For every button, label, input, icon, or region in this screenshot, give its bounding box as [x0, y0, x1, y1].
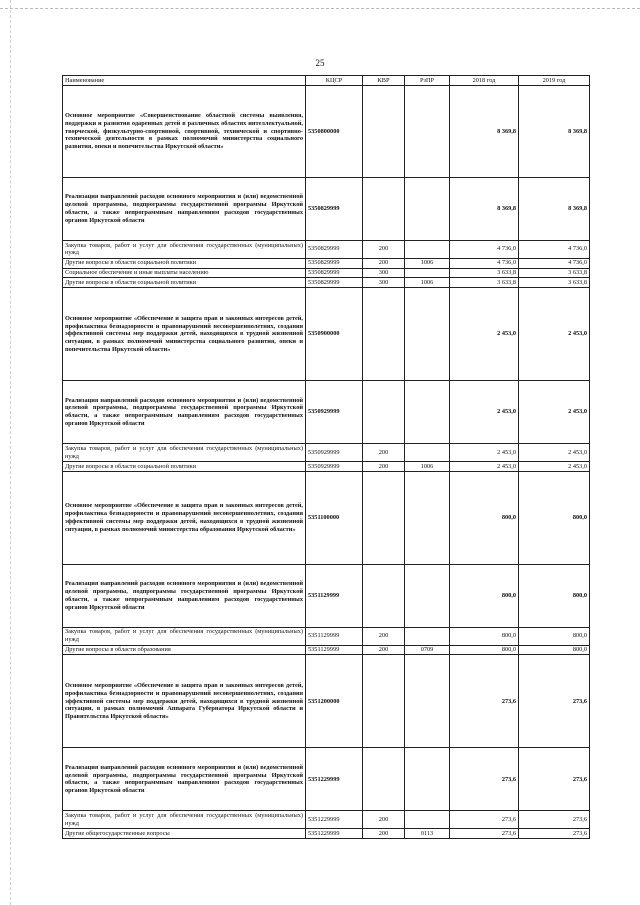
cell-kvr [363, 178, 405, 241]
table-row [63, 258, 590, 268]
cell-name: Другие вопросы в области социальной политики [63, 278, 306, 288]
cell-rzpr [405, 748, 450, 811]
table-row [63, 268, 590, 278]
cell-kcsr: 5350829999 [306, 258, 363, 268]
cell-2018: 4 736,0 [450, 241, 519, 259]
cell-name: Закупка товаров, работ и услуг для обеспечения государственных (муниципальных) нужд [63, 627, 306, 645]
cell-rzpr [405, 268, 450, 278]
cell-2019: 3 633,8 [519, 268, 590, 278]
cell-name: Другие общегосударственные вопросы [63, 829, 306, 839]
cell-kcsr: 5350929999 [306, 462, 363, 472]
cell-2019: 273,6 [519, 655, 590, 748]
cell-2019: 4 736,0 [519, 258, 590, 268]
table-row [63, 444, 590, 462]
cell-kvr [363, 748, 405, 811]
header-kcsr: КЦСР [306, 76, 363, 86]
cell-kvr: 200 [363, 627, 405, 645]
cell-kcsr: 5351100000 [306, 471, 363, 564]
table-row [63, 288, 590, 381]
cell-2018: 800,0 [450, 564, 519, 627]
cell-kcsr: 5350829999 [306, 268, 363, 278]
cell-2019: 800,0 [519, 627, 590, 645]
cell-2018: 2 453,0 [450, 444, 519, 462]
cell-2019: 273,6 [519, 748, 590, 811]
cell-2019: 2 453,0 [519, 288, 590, 381]
cell-2019: 800,0 [519, 564, 590, 627]
table-header-row [63, 76, 590, 86]
cell-2019: 8 369,8 [519, 178, 590, 241]
header-rzpr: РзПР [405, 76, 450, 86]
cell-kcsr: 5351229999 [306, 811, 363, 829]
cell-2019: 8 369,8 [519, 86, 590, 178]
cell-2018: 2 453,0 [450, 288, 519, 381]
cell-rzpr [405, 381, 450, 444]
table-row [63, 381, 590, 444]
scan-top-edge [0, 8, 640, 9]
cell-kcsr: 5350800000 [306, 86, 363, 178]
cell-name: Основное мероприятие «Обеспечение и защита прав и законных интересов детей, профилактика безнадзорности и правонарушений несовершеннолетних, создания эффективной системы мер поддержки детей, находящихся в трудной жизненной ситуации, в рамках полномочий министерства образования Иркутской области» [63, 471, 306, 564]
table-row [63, 627, 590, 645]
table-row [63, 241, 590, 259]
header-2019: 2019 год [519, 76, 590, 86]
page-number: 25 [315, 58, 325, 68]
budget-table [62, 75, 590, 839]
cell-kvr: 300 [363, 268, 405, 278]
cell-rzpr [405, 564, 450, 627]
cell-rzpr [405, 811, 450, 829]
cell-kcsr: 5351129999 [306, 627, 363, 645]
cell-rzpr [405, 655, 450, 748]
table-row [63, 645, 590, 655]
cell-name: Основное мероприятие «Совершенствование областной системы выявления, поддержки и развития одаренных детей в различных областях интеллектуальной, творческой, физкультурно-спортивной, спортивной, технической и спортивно-технической деятельности в рамках полномочий министерства социального развития, опеки и попечительства Иркутской области» [63, 86, 306, 178]
cell-kcsr: 5351129999 [306, 645, 363, 655]
cell-2018: 800,0 [450, 645, 519, 655]
cell-kvr: 200 [363, 241, 405, 259]
cell-name: Закупка товаров, работ и услуг для обеспечения государственных (муниципальных) нужд [63, 811, 306, 829]
cell-kcsr: 5351229999 [306, 829, 363, 839]
cell-2019: 2 453,0 [519, 444, 590, 462]
cell-kcsr: 5350929999 [306, 444, 363, 462]
cell-name: Другие вопросы в области образования [63, 645, 306, 655]
cell-kcsr: 5351200000 [306, 655, 363, 748]
cell-kvr [363, 471, 405, 564]
cell-kvr: 200 [363, 444, 405, 462]
cell-2018: 800,0 [450, 627, 519, 645]
cell-2018: 2 453,0 [450, 381, 519, 444]
cell-2019: 273,6 [519, 811, 590, 829]
cell-2018: 273,6 [450, 748, 519, 811]
cell-rzpr: 1006 [405, 278, 450, 288]
table-row [63, 86, 590, 178]
cell-kcsr: 5350829999 [306, 241, 363, 259]
cell-kcsr: 5350829999 [306, 178, 363, 241]
table-body [63, 86, 590, 839]
cell-rzpr [405, 86, 450, 178]
cell-2018: 8 369,8 [450, 86, 519, 178]
cell-kvr: 200 [363, 811, 405, 829]
cell-rzpr: 1006 [405, 462, 450, 472]
cell-name: Реализация направлений расходов основного мероприятия и (или) ведомственной целевой программы, подпрограммы государственной программы Иркутской области, а также непрограммным направлениям расходов государственных органов Иркутской области [63, 178, 306, 241]
cell-rzpr [405, 471, 450, 564]
header-2018: 2018 год [450, 76, 519, 86]
cell-2018: 273,6 [450, 811, 519, 829]
cell-kvr [363, 288, 405, 381]
cell-kvr [363, 381, 405, 444]
cell-kvr [363, 564, 405, 627]
cell-name: Основное мероприятие «Обеспечение и защита прав и законных интересов детей, профилактика безнадзорности и правонарушений несовершеннолетних, создания эффективной системы мер поддержки детей, находящихся в трудной жизненной ситуации, в рамках полномочий министерства социального развития, опеки и попечительства Иркутской области» [63, 288, 306, 381]
cell-rzpr [405, 627, 450, 645]
cell-kcsr: 5351229999 [306, 748, 363, 811]
cell-2019: 800,0 [519, 645, 590, 655]
cell-rzpr: 0709 [405, 645, 450, 655]
cell-2019: 2 453,0 [519, 381, 590, 444]
cell-rzpr [405, 178, 450, 241]
cell-2019: 3 633,8 [519, 278, 590, 288]
header-kvr: КВР [363, 76, 405, 86]
cell-2019: 4 736,0 [519, 241, 590, 259]
cell-2018: 3 633,8 [450, 278, 519, 288]
cell-name: Закупка товаров, работ и услуг для обеспечения государственных (муниципальных) нужд [63, 444, 306, 462]
cell-rzpr [405, 288, 450, 381]
table-row [63, 748, 590, 811]
cell-name: Реализация направлений расходов основного мероприятия и (или) ведомственной целевой программы, подпрограммы государственной программы Иркутской области, а также непрограммным направлениям расходов государственных органов Иркутской области [63, 381, 306, 444]
cell-kvr: 200 [363, 258, 405, 268]
cell-rzpr: 1006 [405, 258, 450, 268]
cell-rzpr [405, 241, 450, 259]
cell-2018: 800,0 [450, 471, 519, 564]
cell-kcsr: 5350900000 [306, 288, 363, 381]
cell-2018: 3 633,8 [450, 268, 519, 278]
table-row [63, 564, 590, 627]
header-name: Наименование [63, 76, 306, 86]
cell-kvr: 200 [363, 645, 405, 655]
cell-2018: 2 453,0 [450, 462, 519, 472]
cell-rzpr: 0113 [405, 829, 450, 839]
cell-2019: 2 453,0 [519, 462, 590, 472]
cell-name: Реализация направлений расходов основного мероприятия и (или) ведомственной целевой программы, подпрограммы государственной программы Иркутской области, а также непрограммным направлениям расходов государственных органов Иркутской области [63, 748, 306, 811]
table-row [63, 811, 590, 829]
cell-2019: 273,6 [519, 829, 590, 839]
cell-kcsr: 5350929999 [306, 381, 363, 444]
cell-name: Реализация направлений расходов основного мероприятия и (или) ведомственной целевой программы, подпрограммы государственной программы Иркутской области, а также непрограммным направлениям расходов государственных органов Иркутской области [63, 564, 306, 627]
table-row [63, 462, 590, 472]
cell-kvr [363, 655, 405, 748]
cell-2018: 4 736,0 [450, 258, 519, 268]
cell-kcsr: 5350829999 [306, 278, 363, 288]
table-row [63, 655, 590, 748]
cell-name: Основное мероприятие «Обеспечение и защита прав и законных интересов детей, профилактика безнадзорности и правонарушений несовершеннолетних, создания эффективной системы мер поддержки детей, находящихся в трудной жизненной ситуации, в рамках полномочий Аппарата Губернатора Иркутской области и Правительства Иркутской области» [63, 655, 306, 748]
cell-kvr: 300 [363, 278, 405, 288]
table-row [63, 471, 590, 564]
cell-name: Другие вопросы в области социальной политики [63, 258, 306, 268]
table-row [63, 178, 590, 241]
table-row [63, 829, 590, 839]
cell-2018: 273,6 [450, 655, 519, 748]
cell-rzpr [405, 444, 450, 462]
cell-2018: 273,6 [450, 829, 519, 839]
cell-kvr [363, 86, 405, 178]
cell-2019: 800,0 [519, 471, 590, 564]
cell-2018: 8 369,8 [450, 178, 519, 241]
table-row [63, 278, 590, 288]
cell-kcsr: 5351129999 [306, 564, 363, 627]
cell-name: Закупка товаров, работ и услуг для обеспечения государственных (муниципальных) нужд [63, 241, 306, 259]
cell-name: Другие вопросы в области социальной политики [63, 462, 306, 472]
cell-name: Социальное обеспечение и иные выплаты населению [63, 268, 306, 278]
cell-kvr: 200 [363, 829, 405, 839]
scan-left-edge [10, 0, 11, 905]
cell-kvr: 200 [363, 462, 405, 472]
